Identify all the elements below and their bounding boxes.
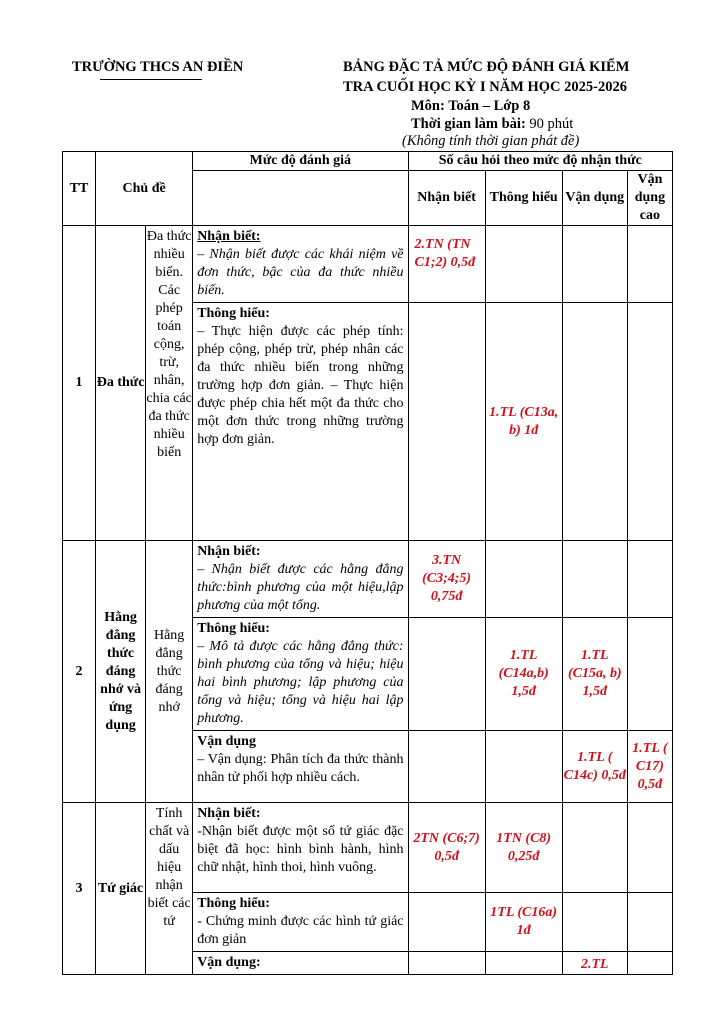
- row2-item3-vd: 1.TL ( C14c) 0,5đ: [562, 731, 627, 803]
- header-thong-hieu: Thông hiểu: [485, 171, 562, 226]
- header-blank: [193, 171, 408, 226]
- school-underline: [100, 79, 202, 80]
- row3-item2-desc: [193, 893, 408, 952]
- row1-item2-desc: [193, 303, 408, 541]
- time-line: [411, 116, 573, 133]
- row1-item1-desc: [193, 226, 408, 303]
- school-name: TRƯỜNG THCS AN ĐIỀN: [72, 59, 244, 75]
- row2-item2-vd: 1.TL (C15a, b) 1,5đ: [562, 618, 627, 731]
- level-label: Thông hiểu:: [197, 621, 270, 636]
- level-label: Nhận biết:: [197, 229, 261, 244]
- level-label: Nhận biết:: [197, 544, 261, 559]
- row2-item2-th: 1.TL (C14a,b) 1,5đ: [485, 618, 562, 731]
- subject-line: Môn: Toán – Lớp 8: [411, 98, 531, 114]
- row1-chu-de: Đa thức: [96, 226, 146, 541]
- row1-item1-vd: [562, 226, 627, 303]
- row3-item3-th: [485, 952, 562, 975]
- level-text: – Nhận biết được các khái niệm về đơn thức, bậc của đa thức nhiều biến.: [197, 247, 404, 298]
- row2-item1-nb: 3.TN (C3;4;5) 0,75đ: [408, 541, 485, 618]
- document-title-line2: TRA CUỐI HỌC KỲ I NĂM HỌC 2025-2026: [343, 79, 627, 95]
- row3-item3-vd: 2.TL: [562, 952, 627, 975]
- row2-item2-nb: [408, 618, 485, 731]
- document-title-line1: BẢNG ĐẶC TẢ MỨC ĐỘ ĐÁNH GIÁ KIỂM: [343, 59, 630, 75]
- row3-item3-vdc: [627, 952, 672, 975]
- level-text: – Thực hiện được các phép tính: phép cộng, phép trừ, phép nhân các đa thức nhiều biến trong những trường hợp đơn giản. – Thực hiện được phép chia hết một đa thức cho một đơn thức trong những trường hợp đơn giản.: [197, 324, 404, 447]
- row3-item1-desc: [193, 803, 408, 893]
- row2-item3-desc: [193, 731, 408, 803]
- row3-item2-nb: [408, 893, 485, 952]
- row2-item3-vdc: 1.TL ( C17) 0,5đ: [627, 731, 672, 803]
- time-note: (Không tính thời gian phát đề): [402, 133, 580, 149]
- row3-item1-vdc: [627, 803, 672, 893]
- header-tt: TT: [63, 152, 96, 226]
- row1-item1-nb: 2.TN (TN C1;2) 0,5đ: [408, 226, 485, 303]
- level-label: Nhận biết:: [197, 806, 261, 821]
- row3-chu-de: Tứ giác: [96, 803, 146, 975]
- row3-item2-th: 1TL (C16a) 1đ: [485, 893, 562, 952]
- specification-table: [62, 151, 673, 975]
- row3-item3-desc: [193, 952, 408, 975]
- level-label: Thông hiểu:: [197, 306, 270, 321]
- row1-tt: 1: [63, 226, 96, 541]
- row3-item1-vd: [562, 803, 627, 893]
- header-chu-de: Chủ đề: [96, 152, 193, 226]
- level-label: Vận dụng:: [197, 955, 261, 970]
- row2-item2-vdc: [627, 618, 672, 731]
- time-label: Thời gian làm bài:: [411, 116, 526, 132]
- row2-item2-desc: [193, 618, 408, 731]
- row3-item1-th: 1TN (C8) 0,25đ: [485, 803, 562, 893]
- level-label: Vận dụng: [197, 734, 256, 749]
- level-text: – Nhận biết được các hằng đẳng thức:bình phương của một hiệu,lập phương của một tổng.: [197, 562, 404, 613]
- row1-item1-th: [485, 226, 562, 303]
- row2-tt: 2: [63, 541, 96, 803]
- row2-item3-th: [485, 731, 562, 803]
- row1-item2-nb: [408, 303, 485, 541]
- row2-item1-vdc: [627, 541, 672, 618]
- header-nhan-biet: Nhận biết: [408, 171, 485, 226]
- row1-item2-th: 1.TL (C13a, b) 1đ: [485, 303, 562, 541]
- level-text: – Mô tả được các hằng đẳng thức: bình phương của tổng và hiệu; hiệu hai bình phương; lập phương của tổng và hiệu; tổng và hiệu hai lập phương.: [197, 639, 404, 726]
- row2-item1-desc: [193, 541, 408, 618]
- table-row: [63, 226, 673, 303]
- row3-item3-nb: [408, 952, 485, 975]
- table-row: [63, 541, 673, 618]
- row2-chu-de: Hằng đẳng thức đáng nhớ và ứng dụng: [96, 541, 146, 803]
- row1-item1-vdc: [627, 226, 672, 303]
- row1-noi-dung: Đa thức nhiều biến. Các phép toán cộng, trừ, nhân, chia các đa thức nhiều biến: [146, 226, 193, 541]
- row2-item3-nb: [408, 731, 485, 803]
- time-value: 90 phút: [525, 116, 574, 132]
- row2-item1-th: [485, 541, 562, 618]
- header-so-cau: Số câu hỏi theo mức độ nhận thức: [408, 152, 672, 171]
- row3-noi-dung: Tính chất và dấu hiệu nhận biết các tứ: [146, 803, 193, 975]
- header-van-dung-cao: Vận dụng cao: [627, 171, 672, 226]
- document-header: [0, 0, 724, 152]
- row3-item1-nb: 2TN (C6;7) 0,5đ: [408, 803, 485, 893]
- level-text: -Nhận biết được một số tứ giác đặc biệt đã học: hình bình hành, hình chữ nhật, hình thoi, hình vuông.: [197, 824, 404, 875]
- row2-noi-dung: Hằng đẳng thức đáng nhớ: [146, 541, 193, 803]
- header-muc-do: Mức độ đánh giá: [193, 152, 408, 171]
- level-label: Thông hiểu:: [197, 896, 270, 911]
- row3-item2-vdc: [627, 893, 672, 952]
- level-text: - Chứng minh được các hình tứ giác đơn giản: [197, 914, 404, 947]
- row3-tt: 3: [63, 803, 96, 975]
- header-row-1: [63, 152, 673, 171]
- row3-item2-vd: [562, 893, 627, 952]
- level-text: – Vận dụng: Phân tích đa thức thành nhân tử phối hợp nhiều cách.: [197, 752, 404, 785]
- header-van-dung: Vận dụng: [562, 171, 627, 226]
- table-row: [63, 803, 673, 893]
- row1-item2-vd: [562, 303, 627, 541]
- row1-item2-vdc: [627, 303, 672, 541]
- row2-item1-vd: [562, 541, 627, 618]
